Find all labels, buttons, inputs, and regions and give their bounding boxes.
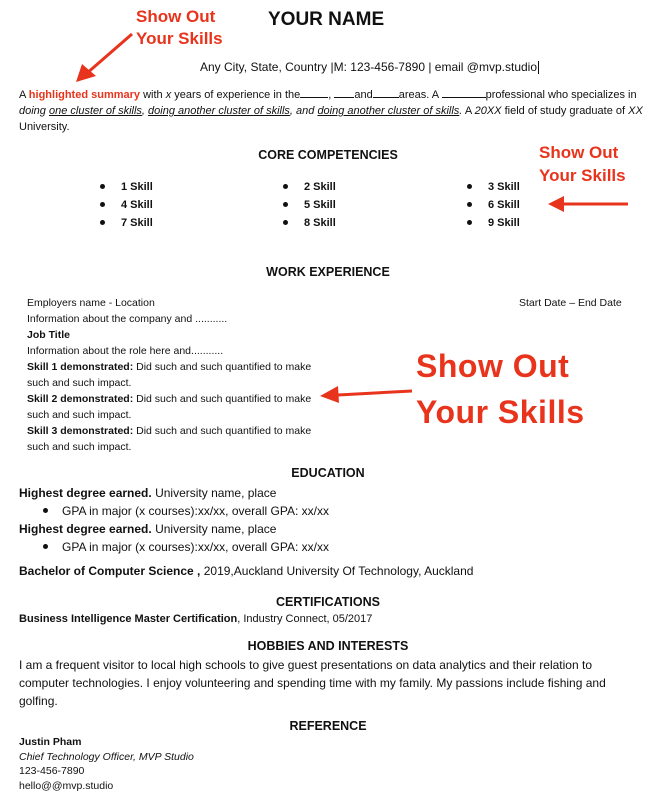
text-cursor xyxy=(538,61,539,74)
skill-item: 6 Skill xyxy=(467,199,520,211)
skill-demonstrated: Skill 1 demonstrated: Did such and such quantified to make xyxy=(27,361,312,373)
callout-big-line1: Show Out xyxy=(416,348,570,384)
skill-demonstrated: Skill 2 demonstrated: Did such and such quantified to make xyxy=(27,393,312,405)
bachelor-line: Bachelor of Computer Science , 2019,Auckland University Of Technology, Auckland xyxy=(19,564,474,578)
reference-phone: 123-456-7890 xyxy=(19,765,85,777)
company-info: Information about the company and ........... xyxy=(27,313,228,325)
skill-item: 7 Skill xyxy=(100,217,153,229)
gpa-line: GPA in major (x courses):xx/xx, overall GPA: xx/xx xyxy=(19,502,639,520)
bullet-icon xyxy=(283,202,288,207)
skill-item: 1 Skill xyxy=(100,181,153,193)
skill-item: 8 Skill xyxy=(283,217,336,229)
degree-line: Highest degree earned. University name, place xyxy=(19,522,277,536)
bullet-icon xyxy=(100,220,105,225)
reference-role: Chief Technology Officer, MVP Studio xyxy=(19,750,194,763)
callout-middle xyxy=(539,141,626,187)
bullet-icon xyxy=(283,184,288,189)
summary xyxy=(19,87,643,135)
highlighted-summary: highlighted summary xyxy=(28,89,141,101)
callout-middle-line2: Your Skills xyxy=(539,166,626,185)
work-experience-heading: WORK EXPERIENCE xyxy=(266,265,390,279)
hobbies-text: I am a frequent visitor to local high schools to give guest presentations on data analytics and their relation to computer technologies. I enjoy volunteering and spending time with my family. My passions include fishing and golfing. xyxy=(19,658,606,708)
skill-item: 2 Skill xyxy=(283,181,336,193)
bullet-icon xyxy=(467,184,472,189)
education-details xyxy=(19,484,639,556)
reference-details xyxy=(19,735,194,793)
education-heading: EDUCATION xyxy=(291,466,365,480)
callout-big-line2: Your Skills xyxy=(416,394,585,430)
job-title: Job Title xyxy=(27,329,70,341)
skill-item: 9 Skill xyxy=(467,217,520,229)
contact-text: Any City, State, Country |M: 123-456-7890 | email @mvp.studio xyxy=(200,60,538,74)
reference-name: Justin Pham xyxy=(19,736,82,748)
summary-line2: doing one cluster of skills, doing another cluster of skills, and doing another cluster of skills. A 20XX field of study graduate of XX xyxy=(19,105,643,117)
reference-heading: REFERENCE xyxy=(289,719,367,733)
role-info: Information about the role here and........... xyxy=(27,345,224,357)
summary-line3: University. xyxy=(19,121,70,133)
work-dates: Start Date – End Date xyxy=(519,297,622,309)
callout-big xyxy=(416,343,585,435)
contact-line xyxy=(200,59,539,75)
degree-line: Highest degree earned. University name, place xyxy=(19,486,277,500)
core-competencies-heading: CORE COMPETENCIES xyxy=(258,148,398,162)
callout-top-line1: Show Out xyxy=(136,7,216,26)
bullet-icon xyxy=(43,544,48,549)
gpa-line: GPA in major (x courses):xx/xx, overall GPA: xx/xx xyxy=(19,538,639,556)
certification-line: Business Intelligence Master Certification, Industry Connect, 05/2017 xyxy=(19,613,373,625)
skill-item: 5 Skill xyxy=(283,199,336,211)
bullet-icon xyxy=(467,220,472,225)
skill-item: 3 Skill xyxy=(467,181,520,193)
skill-item: 4 Skill xyxy=(100,199,153,211)
reference-email: hello@@mvp.studio xyxy=(19,779,114,792)
summary-line1: A highlighted summary with x years of experience in the , and areas. A professional who specializes in xyxy=(19,89,637,101)
hobbies-heading: HOBBIES AND INTERESTS xyxy=(247,639,409,653)
callout-top-line2: Your Skills xyxy=(136,29,223,48)
callout-middle-line1: Show Out xyxy=(539,143,619,162)
arrow-icon xyxy=(546,194,630,214)
arrow-icon xyxy=(318,381,414,405)
callout-top xyxy=(136,6,223,50)
bullet-icon xyxy=(100,202,105,207)
employer-name: Employers name - Location xyxy=(27,297,155,309)
bullet-icon xyxy=(467,202,472,207)
certifications-heading: CERTIFICATIONS xyxy=(276,595,380,609)
arrow-icon xyxy=(66,30,136,86)
work-details: Employers name - Location Information about the company and ........... Job Title Information about the role here and........... Skill 1 demonstrated: Did such and such quantified to make such and such impact. Skill 2 demonstrated: Did such and such quantified to make such and such impact. Skill 3 demonstrated: Did such and such quantified to make such and such impact. xyxy=(27,295,327,455)
skill-demonstrated: Skill 3 demonstrated: Did such and such quantified to make xyxy=(27,425,312,437)
bullet-icon xyxy=(100,184,105,189)
bullet-icon xyxy=(283,220,288,225)
resume-name: YOUR NAME xyxy=(268,9,385,30)
bullet-icon xyxy=(43,508,48,513)
